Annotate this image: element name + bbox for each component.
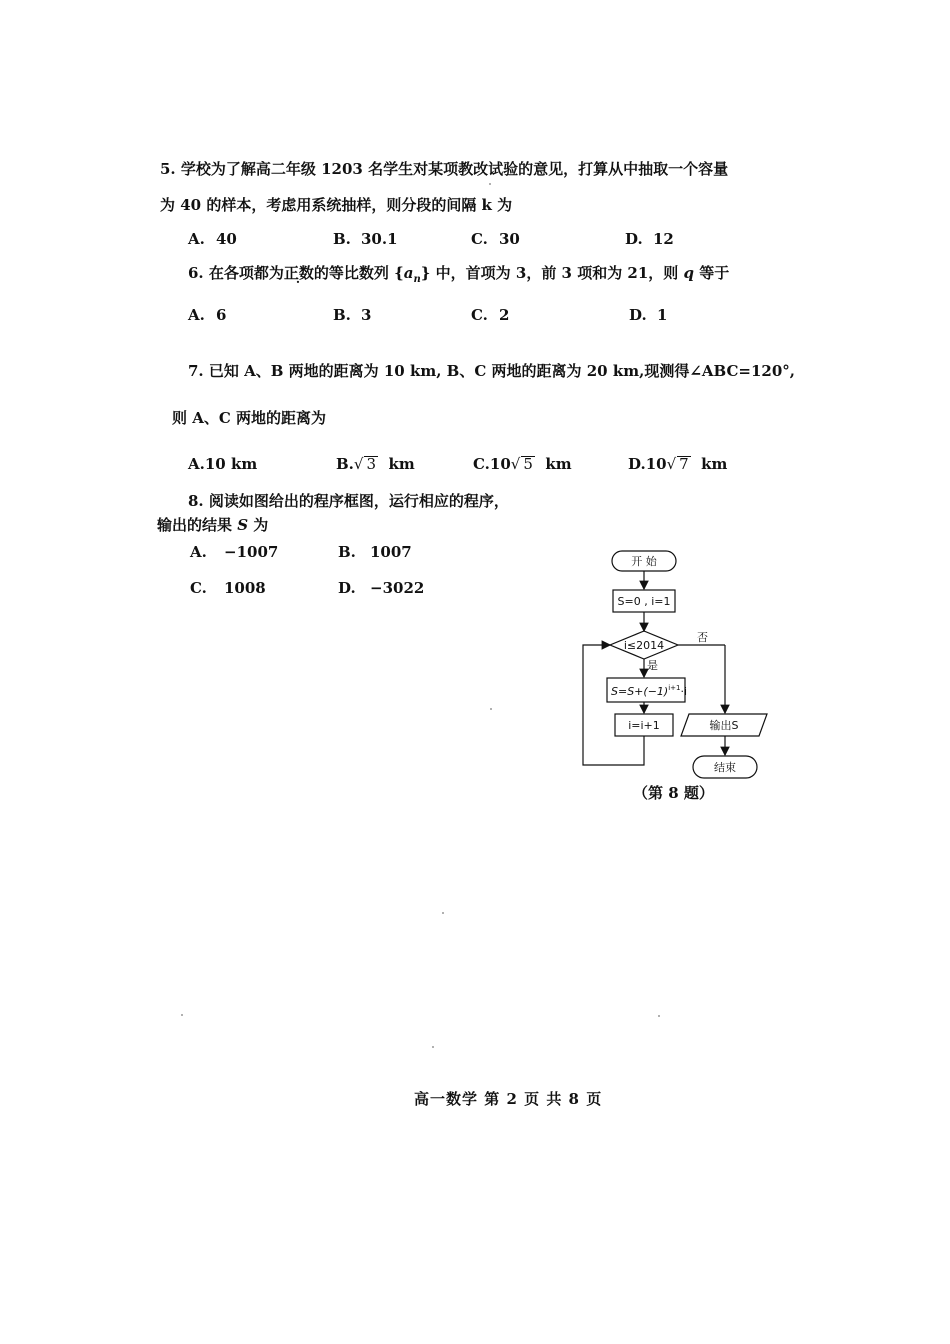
flowchart-condition-label: i≤2014 bbox=[623, 639, 665, 652]
flowchart-start-label: 开 始 bbox=[631, 555, 657, 568]
scan-speck bbox=[432, 1046, 434, 1048]
flowchart-caption: （第 8 题） bbox=[633, 784, 714, 802]
flowchart-loop-line bbox=[583, 645, 644, 765]
scan-speck bbox=[658, 1015, 660, 1017]
q5-option-d: D. 12 bbox=[625, 230, 674, 248]
q5-option-a: A. 40 bbox=[188, 230, 237, 248]
q6-option-a: A. 6 bbox=[188, 306, 227, 324]
flowchart-increment-label: i=i+1 bbox=[628, 719, 660, 732]
q8-option-a: A. −1007 bbox=[190, 543, 279, 561]
page-footer: 高一数学 第 2 页 共 8 页 bbox=[414, 1090, 603, 1108]
flowchart-no-label: 否 bbox=[697, 631, 708, 644]
program-flowchart bbox=[575, 545, 775, 785]
q6-option-b: B. 3 bbox=[333, 306, 372, 324]
flowchart-output-label: 输出S bbox=[709, 719, 739, 732]
q8-stem-line1: 8. 阅读如图给出的程序框图，运行相应的程序， bbox=[188, 492, 509, 510]
q6-option-c: C. 2 bbox=[471, 306, 510, 324]
q8-option-c: C. 1008 bbox=[190, 579, 266, 597]
q8-option-b: B. 1007 bbox=[338, 543, 412, 561]
q5-stem-line1: 5. 学校为了解高二年级 1203 名学生对某项教改试验的意见，打算从中抽取一个容量 bbox=[160, 160, 729, 178]
q7-option-b: B.√ 3 km bbox=[336, 455, 415, 473]
flowchart-yes-label: 是 bbox=[647, 659, 658, 672]
q8-stem-line2: 输出的结果 S 为 bbox=[157, 516, 269, 534]
scan-speck bbox=[442, 912, 444, 914]
q6-stem: 6. 在各项都为正数的等比数列 $\{a_n\}$ 中，首项为 3，前 3 项和为 21，则 q 等于 bbox=[188, 264, 730, 285]
q7-option-c: C.10√ 5 km bbox=[473, 455, 572, 473]
q5-option-b: B. 30.1 bbox=[333, 230, 398, 248]
flowchart-init-label: S=0 , i=1 bbox=[617, 595, 671, 608]
q8-option-d: D. −3022 bbox=[338, 579, 425, 597]
q7-stem-line1: 7. 已知 A、B 两地的距离为 10 km, B、C 两地的距离为 20 km,现测得∠ABC=120°, bbox=[188, 362, 796, 380]
scan-speck bbox=[489, 183, 491, 185]
q6-option-d: D. 1 bbox=[629, 306, 668, 324]
q5-stem-line2: 为 40 的样本，考虑用系统抽样，则分段的间隔 k 为 bbox=[160, 196, 513, 214]
scan-speck bbox=[490, 708, 492, 710]
flowchart-update-label: $S=S+(-1)^{i+1}\cdot i$ bbox=[611, 684, 688, 698]
flowchart-end-label: 结束 bbox=[714, 761, 736, 774]
q7-option-d: D.10√ 7 km bbox=[628, 455, 728, 473]
q7-stem-line2: 则 A、C 两地的距离为 bbox=[172, 409, 327, 427]
q5-option-c: C. 30 bbox=[471, 230, 520, 248]
q7-option-a: A.10 km bbox=[188, 455, 258, 473]
scan-speck bbox=[181, 1014, 183, 1016]
